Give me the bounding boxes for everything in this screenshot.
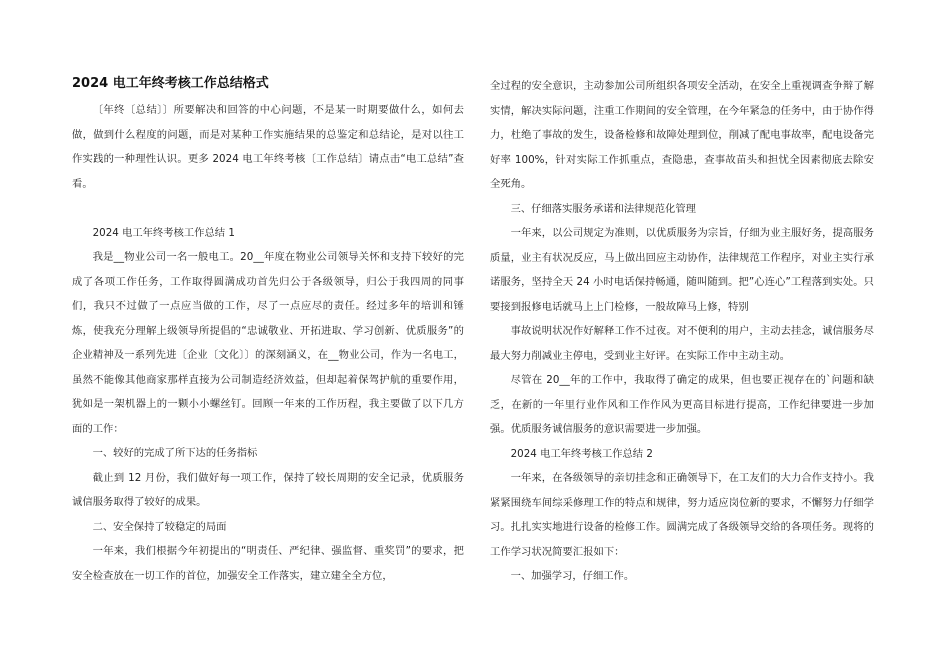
paragraph: 我是__物业公司一名一般电工。20__年度在物业公司领导关怀和支持下较好的完成了各项工作任务，工作取得圆满成功首先归公于各级领导，归公于我四周的同事们，我只不过做了一点应当做的工作，尽了一点应尽的责任。经过多年的培训和锤炼，使我充分理解上级领导所提倡的“忠诚敬业、开拓进取、学习创新、优质服务”的企业精神及一系列先进〔企业〔文化〕〕的深刻涵义，在__物业公司，作为一名电工，虽然不能像其他商家那样直接为公司制造经济效益，但却起着保驾护航的重要作用，犹如是一架机器上的一颗小小螺丝钉。回顾一年来的工作历程，我主要做了以下几方面的工作： [72, 251, 464, 435]
subheading-2: 二、安全保持了较稳定的局面 [92, 520, 227, 533]
section-1-heading: 2024 电工年终考核工作总结 1 [92, 226, 235, 239]
paragraph: 截止到 12 月份，我们做好每一项工作，保持了较长周期的安全记录，优质服务诚信服务取得了较好的成果。 [72, 471, 464, 508]
paragraph: 事故说明状况作好解释工作不过夜。对不便利的用户，主动去挂念，诚信服务尽最大努力削减业主停电，受到业主好评。在实际工作中主动主动。 [490, 325, 874, 362]
paragraph: 尽管在 20__年的工作中，我取得了确定的成果，但也要正视存在的`问题和缺乏，在新的一年里行业作风和工作作风为更高目标进行提高，工作纪律要进一步加强。优质服务诚信服务的意识需要进一步加强。 [490, 374, 874, 435]
subheading-1: 一、较好的完成了所下达的任务指标 [92, 447, 258, 459]
blank-line [72, 196, 464, 221]
paragraph: 全过程的安全意识，主动参加公司所组织各项安全活动，在安全上重视调查争辩了解实情，解决实际问题，注重工作期间的安全管理，在今年紧急的任务中，由于协作得力，杜绝了事故的发生，设备检修和故障处理到位，削减了配电事故率，配电设备完好率 100%，针对实际工作抓重点，查隐患，查事故苗头和担忧全因素彻底去除安全死角。 [490, 80, 874, 190]
paragraph: 一年来，我们根据今年初提出的“明责任、严纪律、强监督、重奖罚”的要求，把安全检查放在一切工作的首位，加强安全工作落实，建立建全全方位， [72, 545, 464, 582]
right-column [490, 74, 874, 589]
paragraph: 一年来，在各级领导的亲切挂念和正确领导下，在工友们的大力合作支持小。我紧紧围绕车间综采修理工作的特点和规律，努力适应岗位新的要求，不懈努力仔细学习。扎扎实实地进行设备的检修工作。圆满完成了各级领导交给的各项任务。现将的工作学习状况简要汇报如下： [490, 472, 874, 558]
left-column [72, 74, 464, 588]
document-title: 2024 电工年终考核工作总结格式 [72, 76, 269, 91]
subheading-3: 三、仔细落实服务承诺和法律规范化管理 [510, 202, 696, 215]
paragraph: 一年来，以公司规定为准则，以优质服务为宗旨，仔细为业主服好务，提高服务质量，业主有状况反应，马上做出回应主动协作，法律规范工作程序，对业主实行承诺服务，坚持全天 24 小时电话保持畅通，随叫随到。把”心连心”工程落到实处。只要接到报修电话就马上上门检修，一般故障马上修，特别 [490, 227, 874, 313]
section-2-heading: 2024 电工年终考核工作总结 2 [510, 447, 653, 460]
intro-paragraph: 〔年终〔总结〕〕所要解决和回答的中心问题，不是某一时期要做什么，如何去做，做到什么程度的问题，而是对某种工作实施结果的总鉴定和总结论，是对以往工作实践的一种理性认识。更多 2024 电工年终考核〔工作总结〕请点击“电工总结”查看。 [72, 104, 464, 190]
subheading-4: 一、加强学习，仔细工作。 [510, 570, 635, 582]
